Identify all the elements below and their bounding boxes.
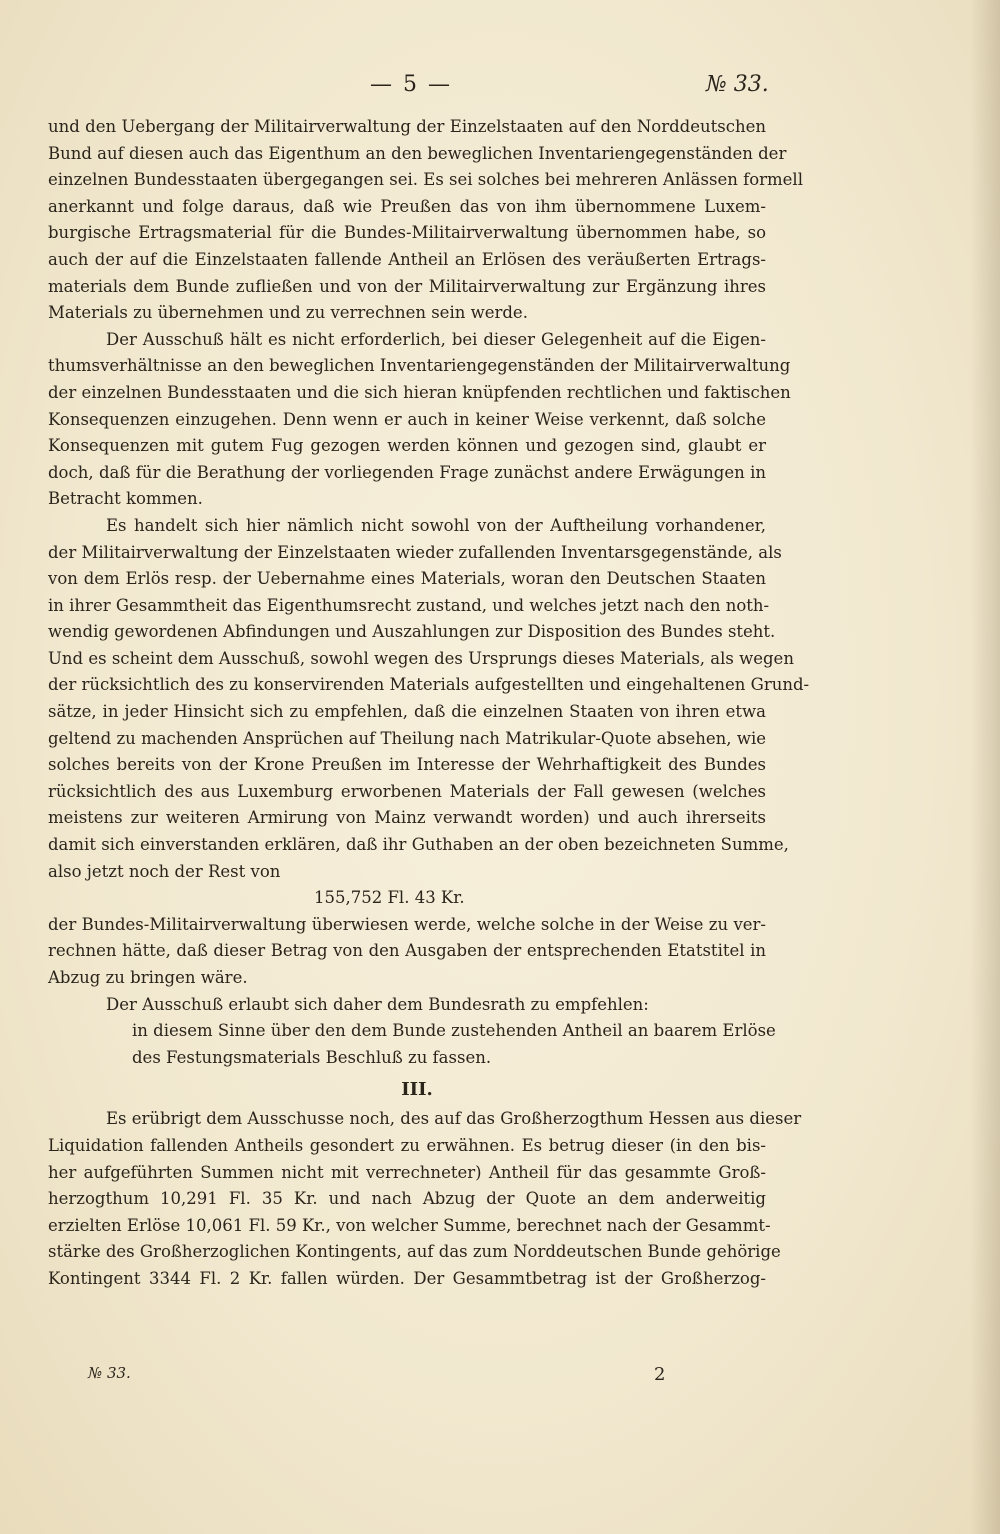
text-line: wendig gewordenen Abfindungen und Auszahlungen zur Disposition des Bundes steht. xyxy=(48,622,776,642)
text-line: Konsequenzen mit gutem Fug gezogen werden können und gezogen sind, glaubt er xyxy=(48,436,766,456)
paragraph-1 xyxy=(48,114,803,327)
text-line: Materials zu übernehmen und zu verrechnen sein werde. xyxy=(48,303,528,323)
text-line: Betracht kommen. xyxy=(48,489,203,509)
text-line: in ihrer Gesammtheit das Eigenthumsrecht zustand, und welches jetzt nach den noth- xyxy=(48,595,770,615)
amount-line: 155,752 Fl. 43 Kr. xyxy=(314,888,465,908)
text-line: stärke des Großherzoglichen Kontingents, auf das zum Norddeutschen Bunde gehörige xyxy=(48,1242,781,1262)
text-line: meistens zur weiteren Armirung von Mainz verwandt worden) und auch ihrerseits xyxy=(48,808,766,828)
paragraph-3 xyxy=(48,513,810,885)
text-line: erzielten Erlöse 10,061 Fl. 59 Kr., von welcher Summe, berechnet nach der Gesammt- xyxy=(48,1215,771,1235)
text-line: geltend zu machenden Ansprüchen auf Theilung nach Matrikular-Quote absehen, wie xyxy=(48,728,766,748)
sheet-number: 2 xyxy=(654,1364,666,1385)
paragraph-4 xyxy=(48,912,766,992)
text-line: auch der auf die Einzelstaaten fallende Antheil an Erlösen des veräußerten Ertrags- xyxy=(48,249,766,269)
text-line: burgische Ertragsmaterial für die Bundes-Militairverwaltung übernommen habe, so xyxy=(48,223,766,243)
text-line: also jetzt noch der Rest von xyxy=(48,861,281,881)
recommendation-text xyxy=(48,1018,776,1071)
text-line: Abzug zu bringen wäre. xyxy=(48,968,248,987)
page-footer xyxy=(0,1364,1000,1394)
text-line: solches bereits von der Krone Preußen im Interesse der Wehrhaftigkeit des Bundes xyxy=(48,755,766,775)
text-line: her aufgeführten Summen nicht mit verrechneter) Antheil für das gesammte Groß- xyxy=(48,1162,766,1182)
text-line: der rücksichtlich des zu konservirenden Materials aufgestellten und eingehaltenen Grund- xyxy=(48,675,810,695)
text-line: von dem Erlös resp. der Uebernahme eines Materials, woran den Deutschen Staaten xyxy=(48,569,766,589)
text-line: rechnen hätte, daß dieser Betrag von den Ausgaben der entsprechenden Etatstitel in xyxy=(48,941,766,961)
document-body xyxy=(48,114,810,1293)
recommendation-intro: Der Ausschuß erlaubt sich daher dem Bundesrath zu empfehlen: xyxy=(106,994,649,1014)
text-line: materials dem Bunde zufließen und von der Militairverwaltung zur Ergänzung ihres xyxy=(48,276,766,296)
page-number: — 5 — xyxy=(370,72,452,97)
text-line: des Festungsmaterials Beschluß zu fassen. xyxy=(132,1047,492,1067)
text-line: der einzelnen Bundesstaaten und die sich hieran knüpfenden rechtlichen und faktischen xyxy=(48,382,791,402)
text-line: Und es scheint dem Ausschuß, sowohl wegen des Ursprungs dieses Materials, als wegen xyxy=(48,648,794,668)
text-line: Der Ausschuß hält es nicht erforderlich, bei dieser Gelegenheit auf die Eigen- xyxy=(106,329,766,349)
text-line: Es handelt sich hier nämlich nicht sowohl von der Auftheilung vorhandener, xyxy=(106,515,766,535)
text-line: sätze, in jeder Hinsicht sich zu empfehlen, daß die einzelnen Staaten von ihren etwa xyxy=(48,702,766,722)
text-line: rücksichtlich des aus Luxemburg erworbenen Materials der Fall gewesen (welches xyxy=(48,781,766,801)
paragraph-2 xyxy=(48,327,791,513)
text-line: und den Uebergang der Militairverwaltung der Einzelstaaten auf den Norddeutschen xyxy=(48,117,766,136)
text-line: herzogthum 10,291 Fl. 35 Kr. und nach Abzug der Quote an dem anderweitig xyxy=(48,1189,766,1209)
text-line: Kontingent 3344 Fl. 2 Kr. fallen würden. Der Gesammtbetrag ist der Großherzog- xyxy=(48,1268,766,1288)
text-line: anerkannt und folge daraus, daß wie Preußen das von ihm übernommene Luxem- xyxy=(48,196,766,216)
text-line: damit sich einverstanden erklären, daß ihr Guthaben an der oben bezeichneten Summe, xyxy=(48,835,789,855)
text-line: einzelnen Bundesstaaten übergegangen sei. Es sei solches bei mehreren Anlässen formell xyxy=(48,170,803,190)
text-line: Bund auf diesen auch das Eigenthum an den beweglichen Inventariengegenständen der xyxy=(48,143,787,163)
document-number: № 33. xyxy=(706,72,769,97)
footer-document-number: № 33. xyxy=(88,1364,131,1382)
text-line: in diesem Sinne über den dem Bunde zustehenden Antheil an baarem Erlöse xyxy=(132,1021,776,1041)
text-line: doch, daß für die Berathung der vorliegenden Frage zunächst andere Erwägungen in xyxy=(48,462,766,482)
text-line: Konsequenzen einzugehen. Denn wenn er auch in keiner Weise verkennt, daß solche xyxy=(48,409,766,429)
paragraph-5 xyxy=(48,1106,802,1292)
text-line: Es erübrigt dem Ausschusse noch, des auf das Großherzogthum Hessen aus dieser xyxy=(106,1109,802,1129)
text-line: der Militairverwaltung der Einzelstaaten wieder zufallenden Inventarsgegenstände, als xyxy=(48,542,782,562)
text-line: der Bundes-Militairverwaltung überwiesen werde, welche solche in der Weise zu ver- xyxy=(48,914,766,934)
page-header xyxy=(0,72,1000,102)
text-line: thumsverhältnisse an den beweglichen Inventariengegenständen der Militairverwaltung xyxy=(48,356,791,376)
text-line: Liquidation fallenden Antheils gesondert zu erwähnen. Es betrug dieser (in den bis- xyxy=(48,1135,766,1155)
section-heading: III. xyxy=(401,1079,433,1101)
